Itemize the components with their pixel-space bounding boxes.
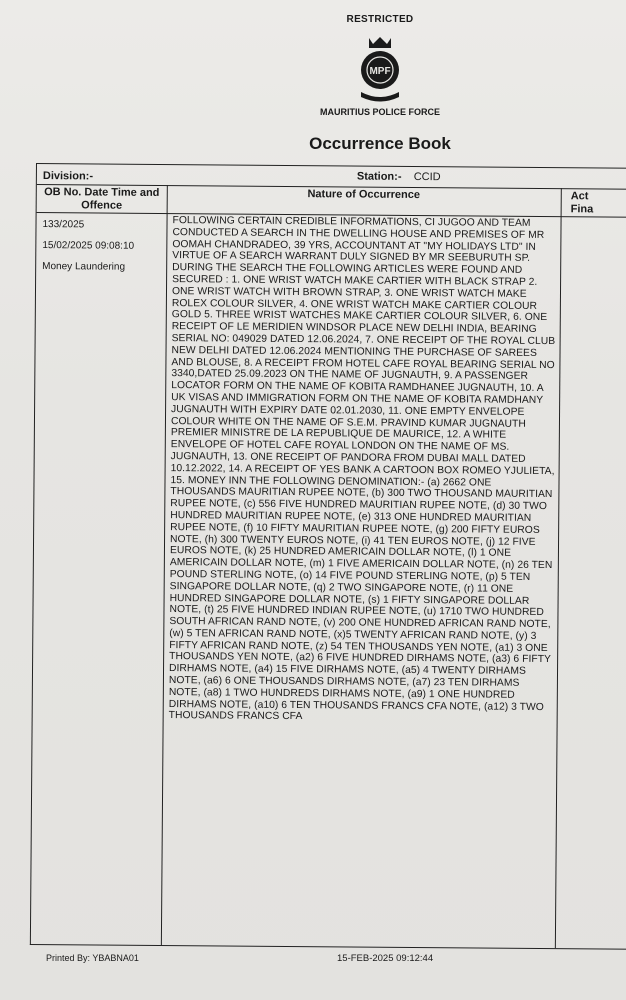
entry-datetime: 15/02/2025 09:08:10 (42, 240, 135, 252)
logo-text: MPF (369, 66, 391, 77)
nature-column-header: Nature of Occurrence (307, 188, 421, 202)
ob-column-header: OB No. Date Time and Offence (44, 186, 160, 212)
printed-timestamp: 15-FEB-2025 09:12:44 (337, 953, 434, 964)
occurrence-table (30, 163, 626, 950)
division-label: Division:- (42, 170, 94, 183)
offence-type: Money Laundering (42, 261, 126, 273)
narrative-text: FOLLOWING CERTAIN CREDIBLE INFORMATIONS, CI JUGOO AND TEAM CONDUCTED A SEARCH IN THE DWELLING HOUSE AND PREMISES OF MR OOMAH CHANDRADEO, 39 YRS, ACCOUNTANT AT "MY HOLIDAYS LTD" IN VIRTUE OF A SEARCH WARRANT DULY SIGNED BY MR SEEBURUTH SP. DURING THE SEARCH THE FOLLOWING ARTICLES WERE FOUND AND SECURED : 1. ONE WRIST WATCH MAKE CARTIER WITH BLACK STRAP 2. ONE WRIST WATCH WITH BROWN STRAP, 3. ONE WRIST WATCH MAKE ROLEX COLOUR SILVER, 4. ONE WRIST WATCH MAKE CARTIER COLOUR GOLD 5. THREE WRIST WATCHES MAKE CARTIER COLOUR SILVER, 6. ONE RECEIPT OF LE MERIDIEN WINDSOR PLACE NEW DELHI INDIA, BEARING SERIAL NO: 049029 DATED 12.06.2024, 7. ONE RECEIPT OF THE ROYAL CLUB NEW DELHI DATED 12.06.2024 MENTIONING THE PURCHASE OF SAREES AND BLOUSE, 8. A RECEIPT FROM HOTEL CAFE ROYAL BEARING SERIAL NO 3340,DATED 25.09.2023 ON THE NAME OF JUGNAUTH, 9. A PASSENGER LOCATOR FORM ON THE NAME OF KOBITA RAMDHANEE JUGNAUTH, 10. A UK VISAS AND IMMIGRATION FORM ON THE NAME OF KOBITA RAMDHANY JUGNAUTH WITH EXPIRY DATE 02.01.2030, 11. ONE EMPTY ENVELOPE COLOUR WHITE ON THE NAME OF S.E.M. PRAVIND KUMAR JUGNAUTH PREMIER MINISTRE DE LA REPUBLIQUE DE MAURICE, 12. A WHITE ENVELOPE OF HOTEL CAFE ROYAL LONDON ON THE NAME OF MS. JUGNAUTH, 13. ONE RECEIPT OF PANDORA FROM DUBAI MALL DATED 10.12.2022, 14. A RECEIPT OF YES BANK A CARTOON BOX ROMEO YJULIETA, 15. MONEY INN THE FOLLOWING DENOMINATION:- (a) 2662 ONE THOUSANDS MAURITIAN RUPEE NOTE, (b) 300 TWO THOUSAND MAURITIAN RUPEE NOTE, (c) 556 FIVE HUNDRED MAURITIAN RUPEE NOTE, (d) 30 TWO HUNDRED MAURITIAN RUPEE NOTE, (e) 313 ONE HUNDRED MAURITIAN RUPEE NOTE, (f) 10 FIFTY MAURITIAN RUPEE NOTE, (g) 200 FIFTY EUROS NOTE, (h) 300 TWENTY EUROS NOTE, (i) 41 TEN EUROS NOTE, (j) 12 FIVE EUROS NOTE, (k) 25 HUNDRED AMERICAIN DOLLAR NOTE, (l) 1 ONE AMERICAIN DOLLAR NOTE, (m) 1 FIVE AMERICAIN DOLLAR NOTE, (n) 26 TEN POUND STERLING NOTE, (o) 14 FIVE POUND STERLING NOTE, (p) 5 TEN SINGAPORE DOLLAR NOTE, (q) 2 TWO SINGAPORE NOTE, (r) 11 ONE HUNDRED SINGAPORE DOLLAR NOTE, (s) 1 FIFTY SINGAPORE DOLLAR NOTE, (t) 25 FIVE HUNDRED INDIAN RUPEE NOTE, (u) 1710 TWO HUNDRED SOUTH AFRICAN RAND NOTE, (v) 200 ONE HUNDRED AFRICAN RAND NOTE, (w) 5 TEN AFRICAN RAND NOTE, (x)5 TWENTY AFRICAN RAND NOTE, (y) 3 FIFTY AFRICAN RAND NOTE, (z) 54 TEN THOUSANDS YEN NOTE, (a1) 3 ONE THOUSANDS YEN NOTE, (a2) 6 FIVE HUNDRED DIRHAMS NOTE, (a3) 6 FIFTY DIRHAMS NOTE, (a4) 15 FIVE DIRHAMS NOTE, (a5) 4 TWENTY DIRHAMS NOTE, (a6) 6 ONE THOUSANDS DIRHAMS NOTE, (a7) 23 TEN DIRHAMS NOTE, (a8) 1 TWO HUNDREDS DIRHAMS NOTE, (a9) 1 ONE HUNDRED DIRHAMS NOTE, (a10) 6 TEN THOUSANDS FRANCS CFA NOTE, (a12) 3 TWO THOUSANDS FRANCS CFA (168, 215, 556, 723)
police-crest-logo (355, 34, 405, 104)
action-column-header: Act Fina (570, 190, 594, 216)
ob-number: 133/2025 (42, 219, 85, 231)
organisation-name: MAURITIUS POLICE FORCE (319, 107, 440, 117)
column-divider (161, 185, 168, 945)
station-label: Station:- (356, 170, 402, 183)
station-field (357, 171, 441, 184)
station-value: CCID (413, 170, 441, 184)
page-title: Occurrence Book (309, 134, 451, 153)
classification-label: RESTRICTED (346, 14, 414, 25)
entry-meta (42, 218, 162, 282)
occurrence-narrative (169, 215, 558, 725)
printed-by: Printed By: YBABNA01 (46, 953, 139, 963)
